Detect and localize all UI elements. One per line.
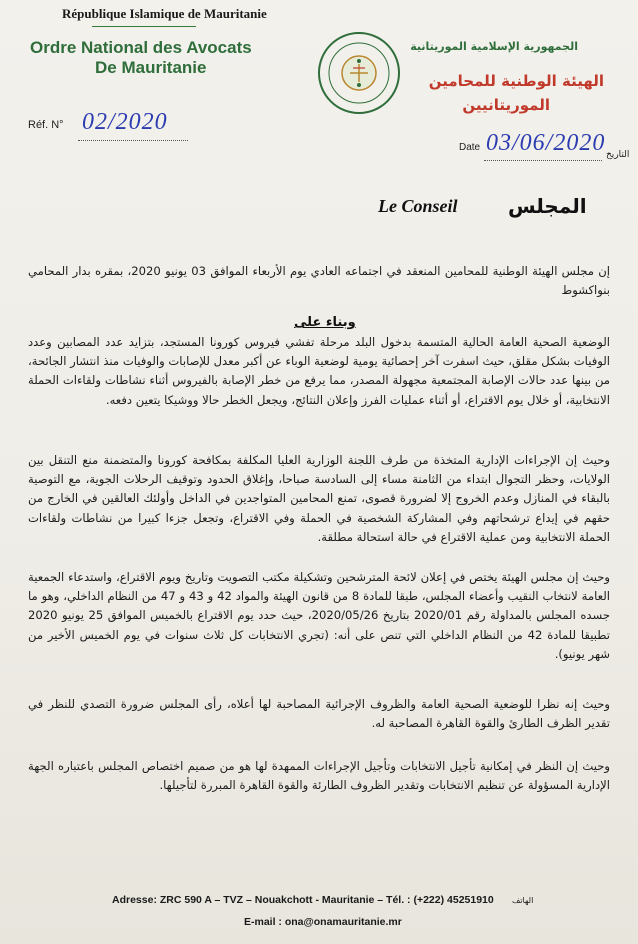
header-divider <box>92 26 196 27</box>
title-ar: المجلس <box>508 194 587 218</box>
ar-org-name-line1: الهيئة الوطنية للمحامين <box>428 72 604 90</box>
bar-association-seal-icon <box>316 30 402 116</box>
paragraph-5: وحيث إن النظر في إمكانية تأجيل الانتخابات وتأجيل الإجراءات الممهدة لها هو من صميم اختصاص المجلس باعتباره الجهة الإدارية المسؤولة عن تنظيم الانتخابات وتقدير الظروف الطارئة والقوة القاهرة المبررة لتأجيلها. <box>28 759 610 793</box>
reference-number: 02/2020 <box>82 109 168 135</box>
date-underline <box>484 160 602 161</box>
footer-phone-label-ar: الهاتف <box>512 896 534 905</box>
republic-name: République Islamique de Mauritanie <box>62 6 267 21</box>
reference-label: Réf. N° <box>28 119 64 131</box>
ar-republic-name: الجمهورية الإسلامية الموريتانية <box>410 40 578 53</box>
paragraph-1: الوضعية الصحية العامة الحالية المتسمة بدخول البلد مرحلة تفشي فيروس كورونا المستجد، بتزايد عدد المصابين وعدد الوفيات بشكل مقلق، حيث اسفرت آخر إحصائية يومية لوضعية الوباء عن أكبر معدل للإصابات والوفيات منذ انتشار الجائحة، من بينها عدد حالات الإصابة المجتمعية مجهولة المصدر، مما يرفع من خطر الإصابة بالفيروس أثناء نشاطات ولقاءات الحملة الانتخابية، أو خلال يوم الاقتراع، أو أثناء عمليات الفرز وإعلان النتائج، ويجعل الخطر حالا ووشيكا يتعين دفعه. <box>28 335 610 407</box>
intro-paragraph: إن مجلس الهيئة الوطنية للمحامين المنعقد في اجتماعه العادي يوم الأربعاء الموافق 03 يونيو 2020، بمقره بدار المحامي بنواكشوط <box>28 264 610 298</box>
footer-address: Adresse: ZRC 590 A – TVZ – Nouakchott - Mauritanie – Tél. : (+222) 45251910 <box>112 894 494 906</box>
footer-email: E-mail : ona@onamauritanie.mr <box>244 916 402 928</box>
paragraph-2: وحيث إن الإجراءات الإدارية المتخذة من طرف اللجنة الوزارية العليا المكلفة بمكافحة كورونا والمتضمنة منع التنقل بين الولايات، وحظر التجوال ابتداء من الثامنة مساء إلى السادسة صباحا، وإغلاق الحدود وتوقيف الرحلات الجوية، مع التوصية بالبقاء في المنازل وعدم الخروج إلا لضرورة قصوى، تمنع المحامين المتواجدين في الداخل وأولئك العالقين في الخارج من حقهم في إيداع ترشحاتهم وفي المشاركة الشخصية في الحملة وفي الاقتراع، وتجعل جزءا كبيرا من نشاطات ولقاءات الحملة الانتخابية ومن عملية الاقتراع في حالة استحالة مطلقة. <box>28 453 610 544</box>
ar-org-name-line2: الموريتانيين <box>462 96 550 114</box>
paragraph-3: وحيث إن مجلس الهيئة يختص في إعلان لائحة المترشحين وتشكيلة مكتب التصويت وتاريخ ويوم الاقتراع، واستدعاء الجمعية العامة لانتخاب النقيب وأعضاء المجلس، طبقا للمادة 8 من قانون الهيئة والمواد 42 و 43 و 47 من النظام الداخلي، وهو ما جسده المجلس بالمداولة رقم 2020/01 بتاريخ 2020/05/26، حيث حدد يوم الاقتراع بالخميس الموافق 25 يونيو 2020 تطبيقا للمادة 42 من النظام الداخلي التي تنص على أنه: (تجري الانتخابات كل ثلاث سنوات في يوم الخميس الأخير من شهر يونيو). <box>28 570 610 661</box>
date-label: Date <box>459 142 481 153</box>
title-fr: Le Conseil <box>378 196 458 216</box>
date-label-ar: التاريخ <box>606 150 630 160</box>
org-name-line1: Ordre National des Avocats <box>30 38 252 57</box>
section-heading: وبناء على <box>294 315 356 330</box>
date-value: 03/06/2020 <box>486 130 606 156</box>
reference-underline <box>78 140 188 141</box>
org-name-line2: De Mauritanie <box>95 58 207 77</box>
paragraph-4: وحيث إنه نظرا للوضعية الصحية العامة والظروف الإجرائية المصاحبة لها أعلاه، رأى المجلس ضرورة التصدي للنظر في تقدير الظرف الطارئ والقوة القاهرة المصاحبة له. <box>28 697 610 731</box>
